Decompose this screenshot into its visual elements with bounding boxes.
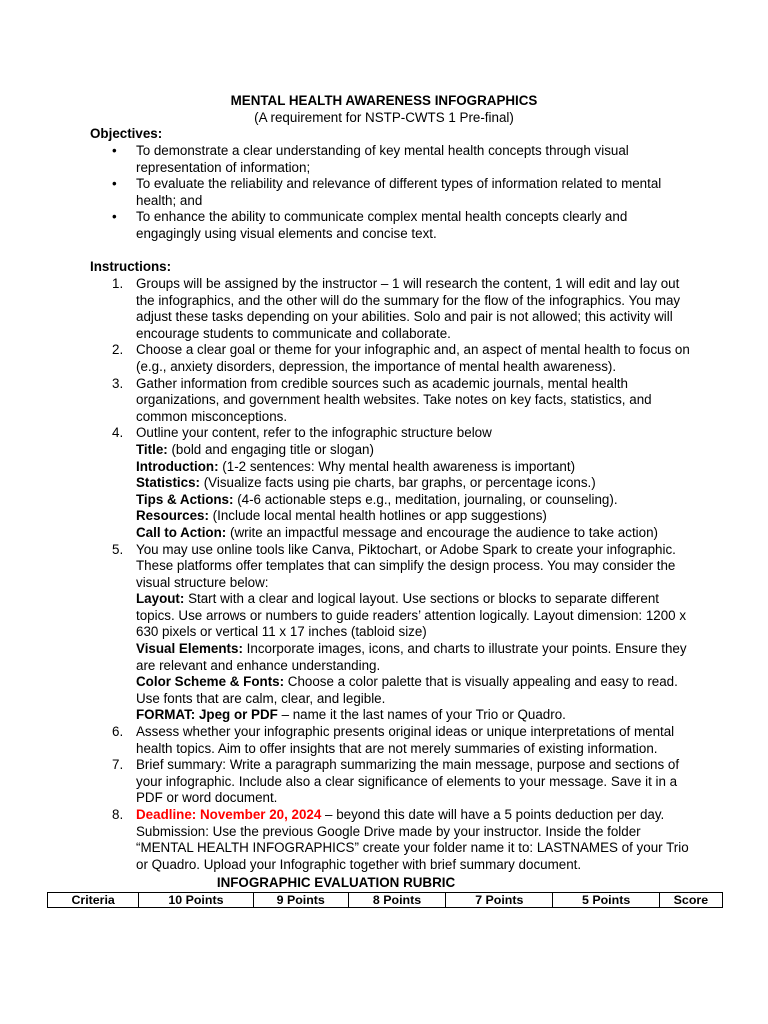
rubric-col-score: Score [659,893,722,908]
step-text: Gather information from credible sources such as academic journals, mental health organizations, and government health websites. Take notes on key facts, statistics, and common misconceptions. [136,375,652,424]
rubric-title: INFOGRAPHIC EVALUATION RUBRIC [216,875,456,890]
objective-item [90,209,690,242]
rubric-col-7: 7 Points [446,893,553,908]
objective-item [90,143,690,176]
document-subtitle: (A requirement for NSTP-CWTS 1 Pre-final) [254,110,514,125]
step-number: 6. [112,724,124,740]
objectives-list [90,143,690,243]
step-number: 8. [112,807,124,822]
instruction-step-4 [90,425,690,541]
visual-layout: Layout: Start with a clear and logical layout. Use sections or blocks to separate different topics. Use arrows or numbers to guide readers’ attention logically. Layout dimension: 1200 x 630 pixels or vertical 11 x 17 inches (tabloid size) [136,591,687,640]
step-text: You may use online tools like Canva, Piktochart, or Adobe Spark to create your infographic. These platforms offer templates that can simplify the design process. You may consider the visual structure below: [136,541,676,590]
step-number: 2. [112,342,124,358]
rubric-col-10: 10 Points [139,893,253,908]
step-text: Assess whether your infographic presents original ideas or unique interpretations of mental health topics. Aim to offer insights that are not merely summaries of existing information. [136,724,675,756]
instruction-step-1 [90,276,690,342]
bullet-icon: • [112,143,117,158]
step-text: Choose a clear goal or theme for your infographic and, an aspect of mental health to focus on (e.g., anxiety disorders, depression, the importance of mental health awareness). [136,342,690,374]
visual-color-fonts: Color Scheme & Fonts: Choose a color palette that is visually appealing and easy to read. Use fonts that are calm, clear, and legible. [136,674,678,706]
structure-resources: Resources: (Include local mental health hotlines or app suggestions) [136,508,547,524]
objective-text: To demonstrate a clear understanding of key mental health concepts through visual representation of information; [136,143,629,175]
step-number: 5. [112,541,124,557]
rubric-header-row [48,893,723,908]
instructions-heading: Instructions: [90,259,172,274]
step-number: 7. [112,757,124,773]
instruction-step-5 [90,542,690,725]
step-text: Outline your content, refer to the infographic structure below [136,425,492,441]
instruction-step-2 [90,342,690,375]
visual-format: FORMAT: Jpeg or PDF – name it the last names of your Trio or Quadro. [136,707,566,723]
instruction-step-6 [90,724,690,757]
objective-text: To evaluate the reliability and relevance of different types of information related to mental health; and [136,176,662,208]
structure-tips: Tips & Actions: (4-6 actionable steps e.g., meditation, journaling, or counseling). [136,491,618,507]
structure-title: Title: (bold and engaging title or slogan) [136,441,374,457]
rubric-table [47,892,723,908]
objective-item [90,176,690,209]
document-title: MENTAL HEALTH AWARENESS INFOGRAPHICS [230,93,538,108]
deadline-line: Deadline: November 20, 2024 – beyond this date will have a 5 points deduction per day. [136,807,665,822]
step-number: 3. [112,375,124,391]
objective-text: To enhance the ability to communicate complex mental health concepts clearly and engagingly using visual elements and concise text. [136,209,628,241]
step-text: Groups will be assigned by the instructor – 1 will research the content, 1 will edit and lay out the infographics, and the other will do the summary for the flow of the infographics. You may adjust these tasks depending on your abilities. Solo and pair is not allowed; this activity will encourage students to communicate and collaborate. [136,276,681,341]
deadline-text: Deadline: November 20, 2024 [136,807,322,822]
bullet-icon: • [112,209,117,225]
instruction-step-8 [90,807,690,873]
rubric-col-9: 9 Points [253,893,348,908]
step-text: Brief summary: Write a paragraph summarizing the main message, purpose and sections of your infographic. Include also a clear significance of elements to your message. Save it in a PDF or word document. [136,757,680,806]
objectives-heading: Objectives: [90,126,163,141]
instructions-list [90,276,690,873]
structure-introduction: Introduction: (1-2 sentences: Why mental health awareness is important) [136,458,576,474]
instruction-step-7 [90,757,690,807]
rubric-col-5: 5 Points [553,893,659,908]
step-number: 1. [112,276,124,291]
structure-call-to-action: Call to Action: (write an impactful message and encourage the audience to take action) [136,524,658,540]
rubric-col-criteria: Criteria [48,893,139,908]
step-number: 4. [112,425,124,441]
structure-statistics: Statistics: (Visualize facts using pie charts, bar graphs, or percentage icons.) [136,475,596,491]
submission-text: Submission: Use the previous Google Drive made by your instructor. Inside the folder “MENTAL HEALTH INFOGRAPHICS” create your folder name it to: LASTNAMES of your Trio or Quadro. Upload your Infographic together with brief summary document. [136,823,689,872]
visual-elements: Visual Elements: Incorporate images, icons, and charts to illustrate your points. Ensure they are relevant and enhance understanding. [136,641,687,673]
rubric-col-8: 8 Points [348,893,445,908]
bullet-icon: • [112,176,117,192]
instruction-step-3 [90,376,690,426]
